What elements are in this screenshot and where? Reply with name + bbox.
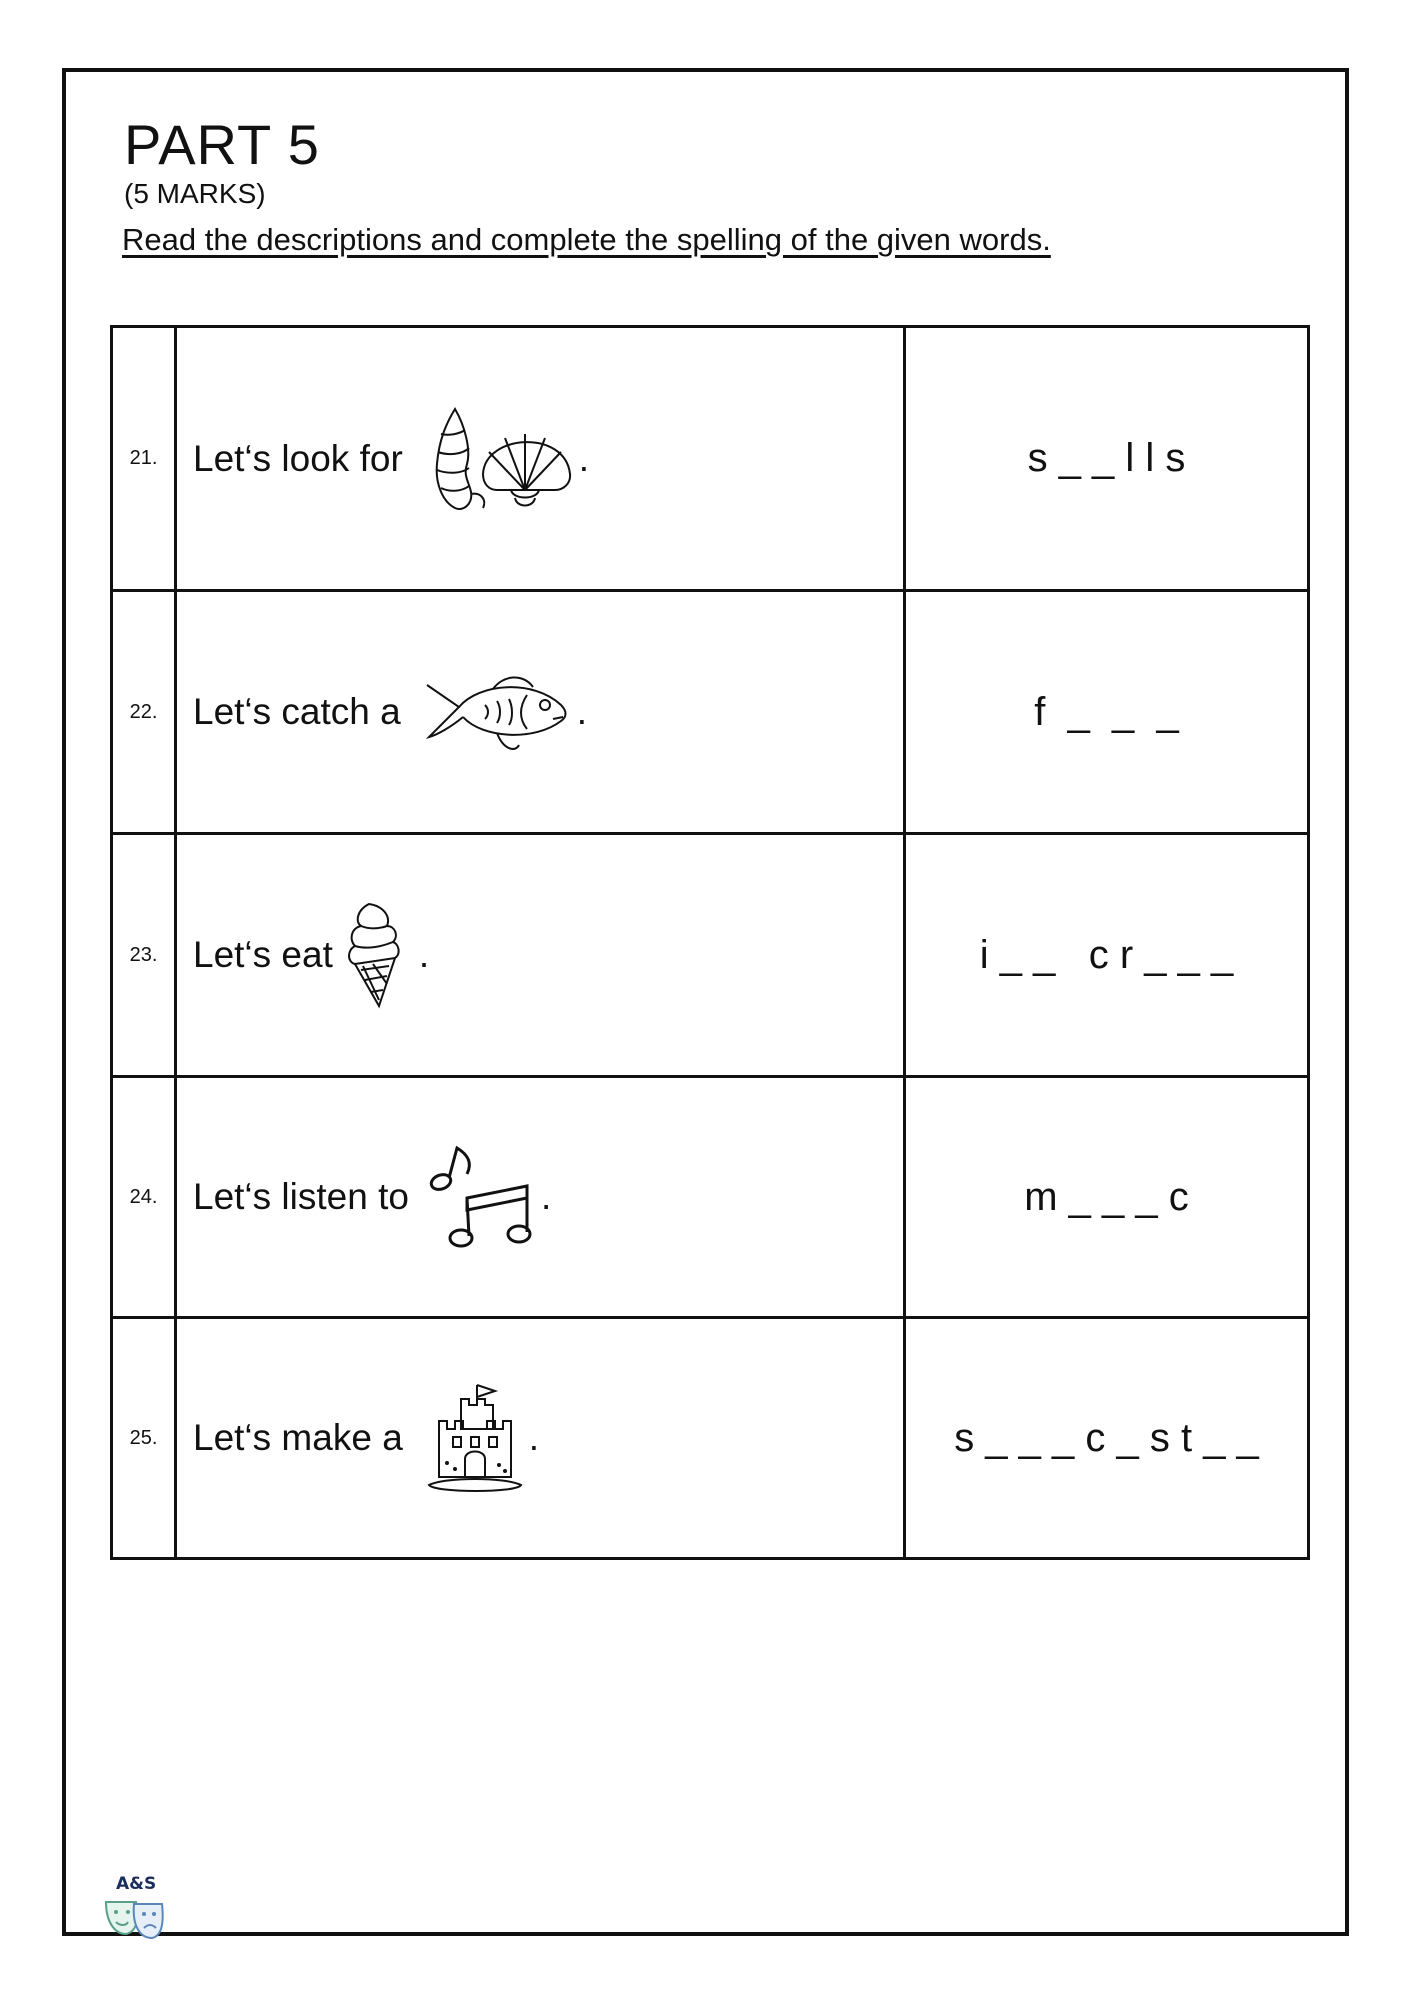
question-row xyxy=(112,327,1309,591)
sentence-period: . xyxy=(578,437,590,479)
question-description xyxy=(176,834,905,1077)
question-row xyxy=(112,591,1309,834)
question-row xyxy=(112,1318,1309,1559)
answer-blank[interactable]: f _ _ _ xyxy=(905,591,1309,834)
question-text: Let‘s make a xyxy=(193,1417,403,1458)
sentence-period: . xyxy=(528,1417,540,1458)
question-description xyxy=(176,327,905,591)
page-title: PART 5 xyxy=(124,113,320,176)
question-text: Let‘s listen to xyxy=(193,1176,409,1217)
question-table xyxy=(110,325,1310,1560)
sentence-period: . xyxy=(540,1176,552,1217)
marks-label: (5 MARKS) xyxy=(124,178,266,209)
ice-cream-icon xyxy=(343,900,405,1010)
logo-text: A&S xyxy=(116,1874,157,1894)
answer-blank[interactable]: m _ _ _ c xyxy=(905,1077,1309,1318)
seashells-icon xyxy=(425,404,575,514)
logo xyxy=(100,1874,190,1940)
fish-icon xyxy=(423,665,573,760)
question-description xyxy=(176,1318,905,1559)
question-text: Let‘s look for xyxy=(193,437,403,479)
question-row xyxy=(112,834,1309,1077)
question-description xyxy=(176,1077,905,1318)
instructions: Read the descriptions and complete the spelling of the given words. xyxy=(122,222,1051,257)
question-text: Let‘s eat xyxy=(193,934,333,975)
answer-blank[interactable]: i _ _ c r _ _ _ xyxy=(905,834,1309,1077)
question-description xyxy=(176,591,905,834)
question-number: 22. xyxy=(112,591,176,834)
music-notes-icon xyxy=(427,1142,537,1252)
sentence-period: . xyxy=(576,691,588,732)
sentence-period: . xyxy=(418,934,430,975)
sandcastle-icon xyxy=(425,1381,525,1496)
question-number: 23. xyxy=(112,834,176,1077)
question-row xyxy=(112,1077,1309,1318)
question-number: 21. xyxy=(112,327,176,591)
question-number: 25. xyxy=(112,1318,176,1559)
answer-blank[interactable]: s _ _ l l s xyxy=(905,327,1309,591)
answer-blank[interactable]: s _ _ _ c _ s t _ _ xyxy=(905,1318,1309,1559)
question-number: 24. xyxy=(112,1077,176,1318)
question-text: Let‘s catch a xyxy=(193,691,401,732)
